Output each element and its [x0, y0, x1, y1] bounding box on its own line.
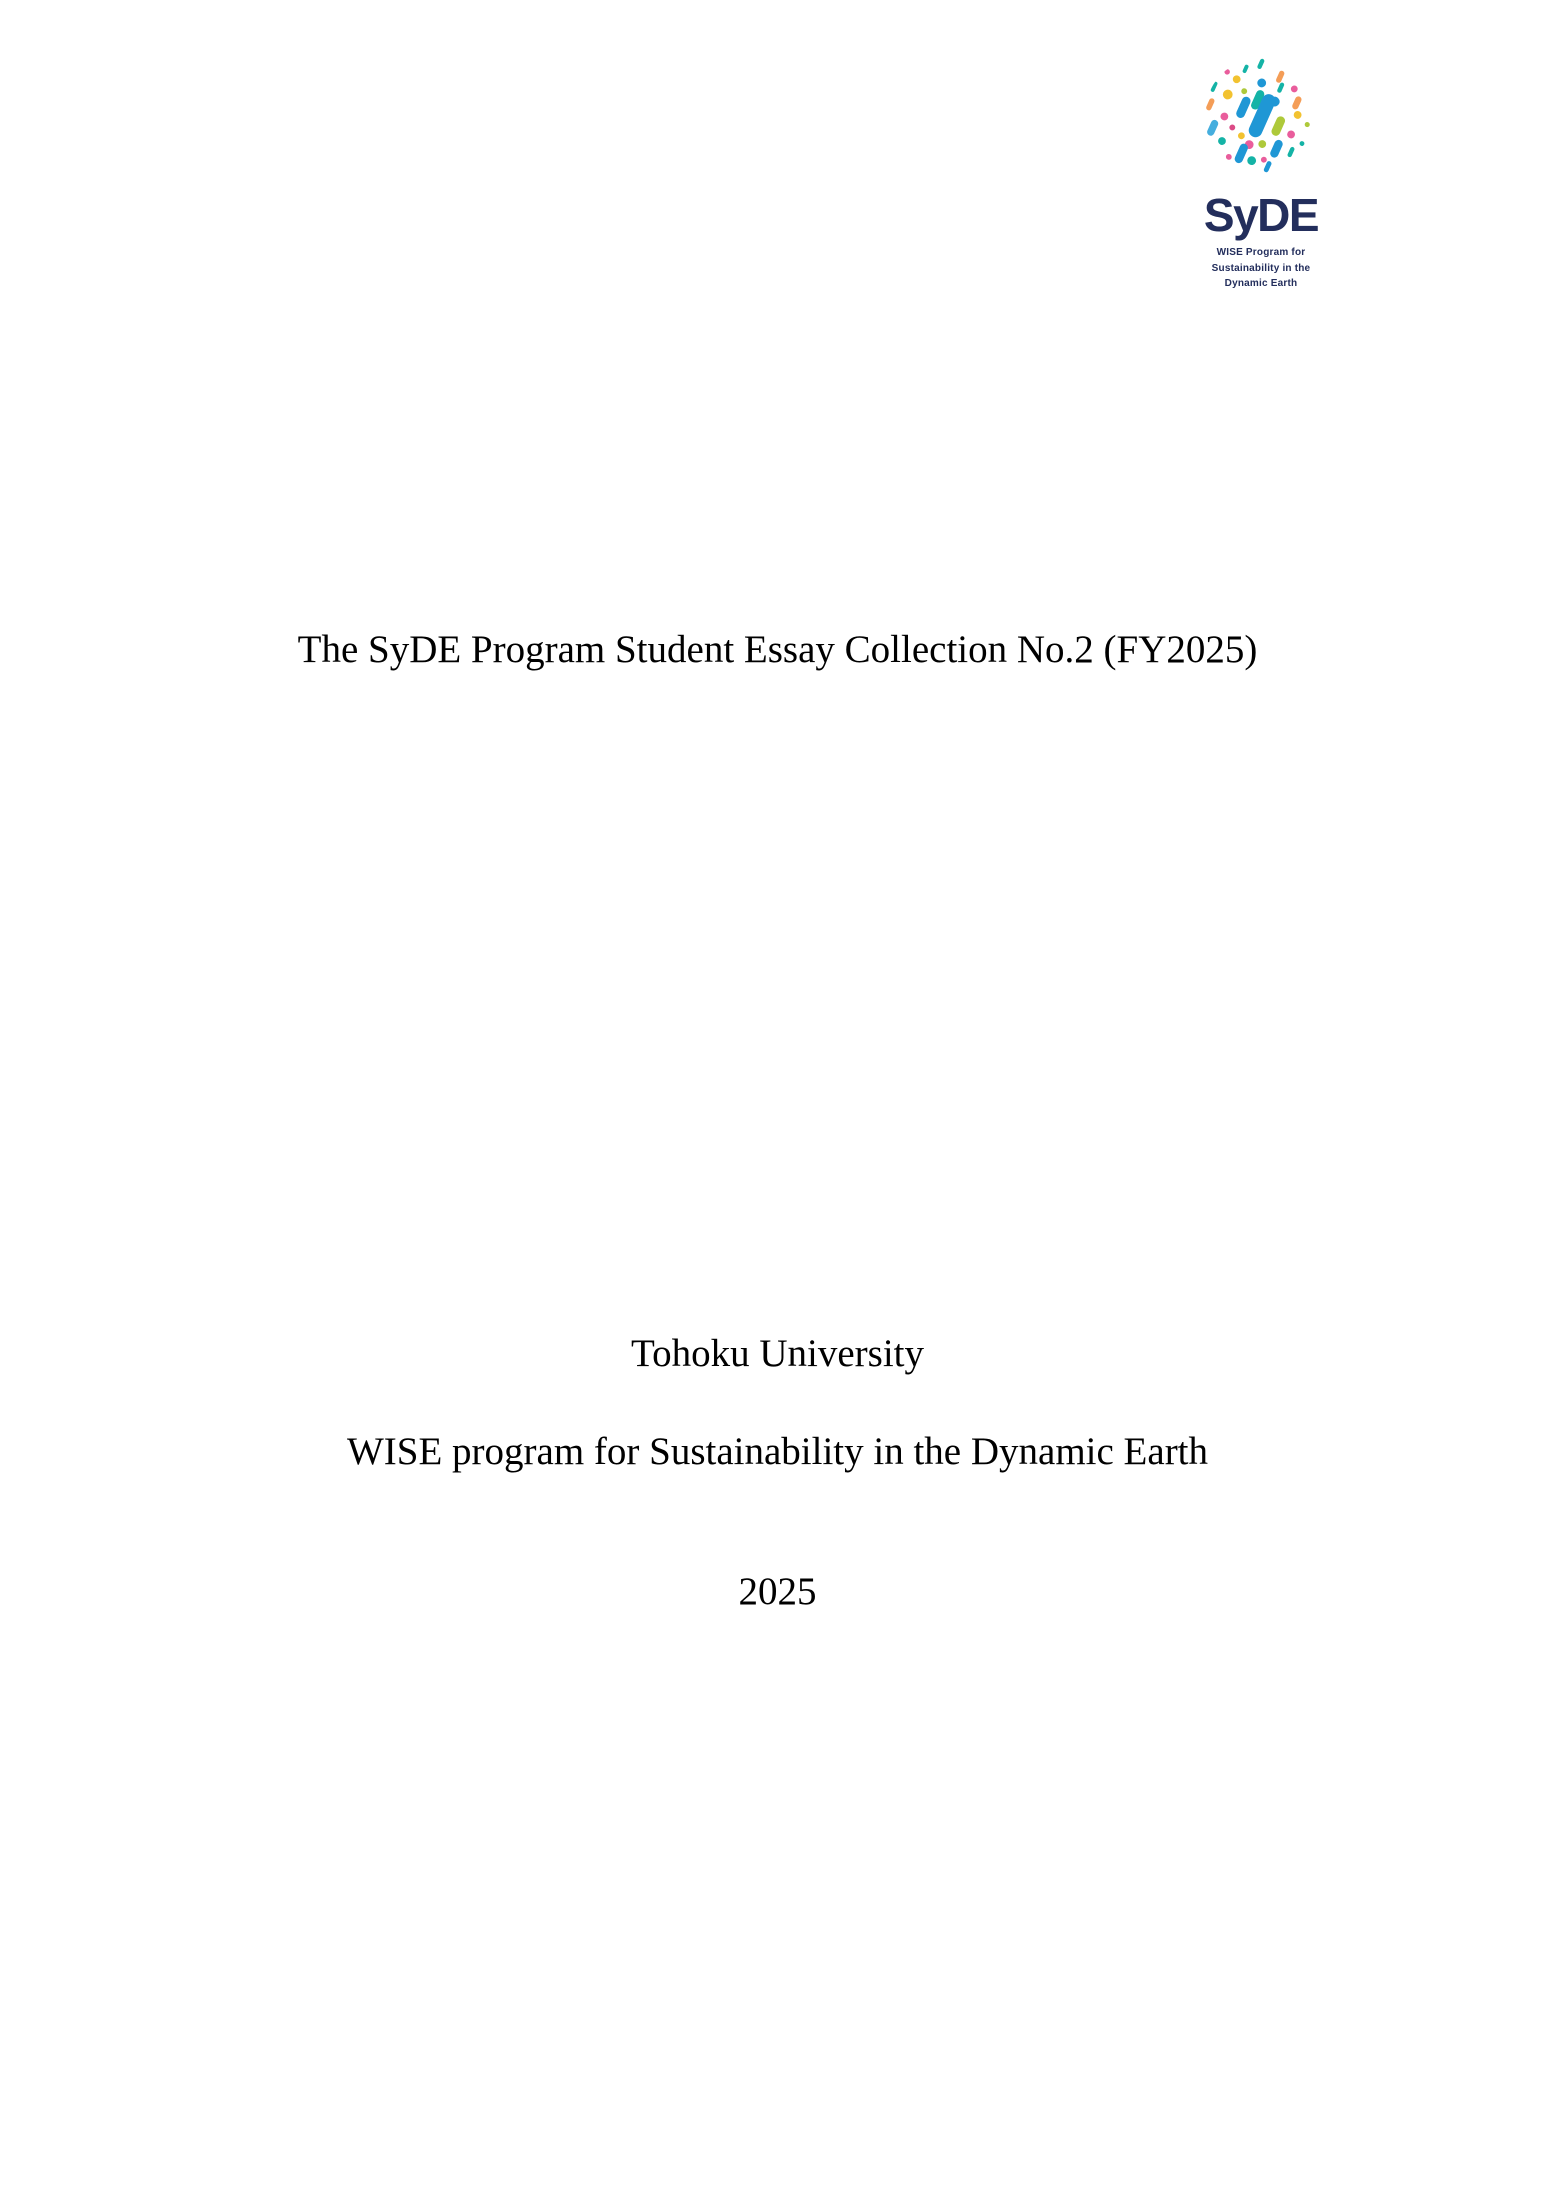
- institution-name: Tohoku University: [631, 1332, 924, 1375]
- document-title: The SyDE Program Student Essay Collection No.2 (FY2025): [297, 628, 1258, 671]
- tagline-line-2: Sustainability in the: [1211, 262, 1311, 274]
- globe-dots-icon: [1203, 55, 1320, 179]
- syde-logo: [1181, 55, 1341, 292]
- syde-wordmark: SyDE: [1203, 189, 1319, 241]
- program-name: WISE program for Sustainability in the Dynamic Earth: [346, 1430, 1209, 1473]
- tagline-line-1: WISE Program for: [1216, 247, 1306, 258]
- tagline-line-3: Dynamic Earth: [1224, 278, 1298, 289]
- syde-tagline: [1212, 245, 1311, 292]
- publication-year: 2025: [738, 1570, 817, 1613]
